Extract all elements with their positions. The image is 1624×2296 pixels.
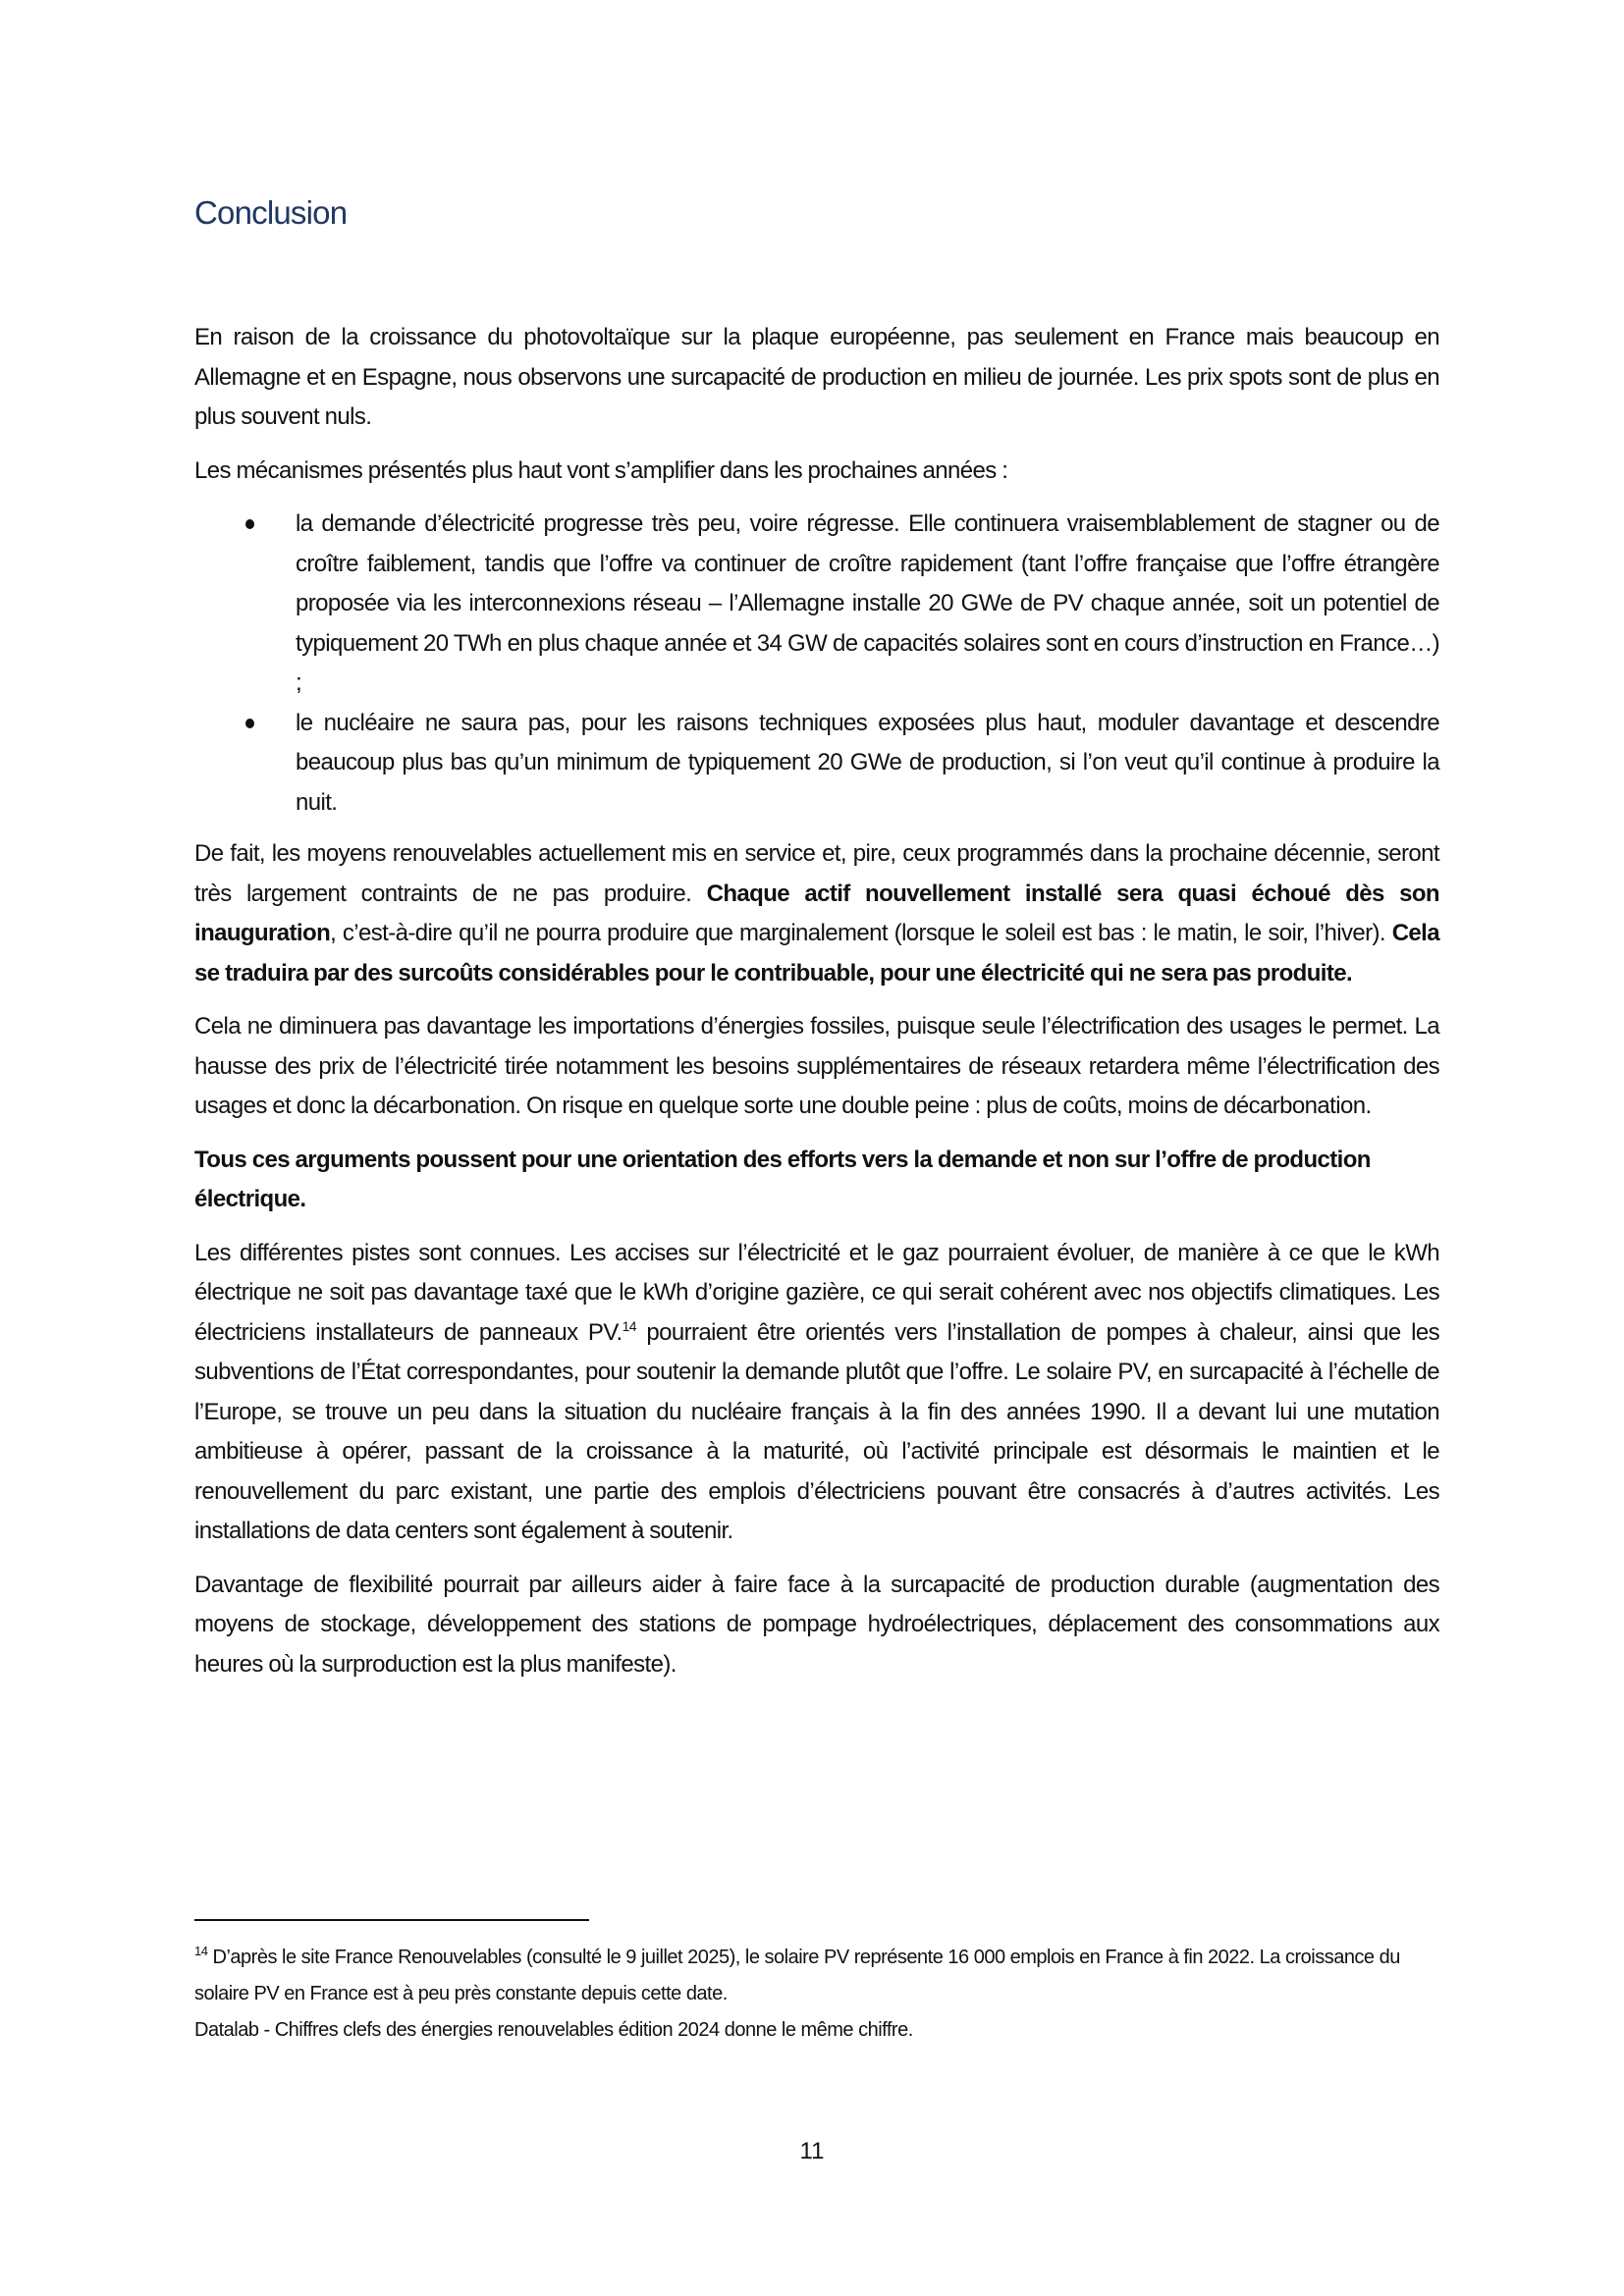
bold-text-run: Tous ces arguments poussent pour une orientation des efforts vers la demande et non sur l’offre de production électrique. <box>194 1146 1371 1212</box>
bullet-list <box>194 505 1439 823</box>
section-heading: Conclusion <box>194 194 348 231</box>
paragraph-importations: Cela ne diminuera pas davantage les importations d’énergies fossiles, puisque seule l’électrification des usages le permet. La hausse des prix de l’électricité tirée notamment les besoins supplémentaires de réseaux retardera même l’électrification des usages et donc la décarbonation. On risque en quelque sorte une double peine : plus de coûts, moins de décarbonation. <box>194 1013 1439 1119</box>
bullet-item <box>194 505 1439 704</box>
paragraph-de-fait <box>194 834 1439 993</box>
paragraph-intro: En raison de la croissance du photovoltaïque sur la plaque européenne, pas seulement en France mais beaucoup en Allemagne et en Espagne, nous observons une surcapacité de production en milieu de journée. Les prix spots sont de plus en plus souvent nuls. <box>194 324 1439 430</box>
bullet-text: la demande d’électricité progresse très peu, voire régresse. Elle continuera vraisemblablement de stagner ou de croître faiblement, tandis que l’offre va continuer de croître rapidement (tant l’offre française que l’offre étrangère proposée via les interconnexions réseau – l’Allemagne installe 20 GWe de PV chaque année, soit un potentiel de typiquement 20 TWh en plus chaque année et 34 GW de capacités solaires sont en cours d’instruction en France…) ; <box>296 510 1439 696</box>
text-run: , c’est-à-dire qu’il ne pourra produire que marginalement (lorsque le soleil est bas : le matin, le soir, l’hiver). <box>330 920 1392 946</box>
paragraph-flexibilite: Davantage de flexibilité pourrait par ailleurs aider à faire face à la surcapacité de production durable (augmentation des moyens de stockage, développement des stations de pompage hydroélectriques, déplacement des consommations aux heures où la surproduction est la plus manifeste). <box>194 1571 1439 1678</box>
body-text <box>194 318 1439 1698</box>
footnote-text: D’après le site France Renouvelables (consulté le 9 juillet 2025), le solaire PV représente 16 000 emplois en France à fin 2022. La croissance du solaire PV en France est à peu près constante depuis cette date. <box>194 1947 1400 2004</box>
text-run: Les différentes pistes sont connues. Les accises sur l’électricité et le gaz pourraient évoluer, de manière à ce que le kWh électrique ne soit pas davantage taxé que le kWh d’origine gazière, ce qui serait cohérent avec nos objectifs climatiques. Les électriciens installateurs de panneaux PV. <box>194 1239 1439 1346</box>
footnote-number: 14 <box>194 1944 208 1958</box>
text-run: De fait, les moyens renouvelables actuellement mis en service et, pire, ceux programmés dans la prochaine décennie, seront très largement contraints de ne pas produire. <box>194 840 1439 907</box>
paragraph-pistes <box>194 1234 1439 1552</box>
footnote-separator <box>194 1919 589 1921</box>
bold-text-run: Chaque actif nouvellement installé sera quasi échoué dès son inauguration <box>194 880 1439 946</box>
bullet-text: le nucléaire ne saura pas, pour les raisons techniques exposées plus haut, moduler davantage et descendre beaucoup plus bas qu’un minimum de typiquement 20 GWe de production, si l’on veut qu’il continue à produire la nuit. <box>296 709 1439 816</box>
footnote <box>194 1940 1439 2049</box>
page-number: 11 <box>799 2138 825 2164</box>
bullet-icon <box>245 519 254 529</box>
text-run: pourraient être orientés vers l’installation de pompes à chaleur, ainsi que les subventions de l’État correspondantes, pour soutenir la demande plutôt que l’offre. Le solaire PV, en surcapacité à l’échelle de l’Europe, se trouve un peu dans la situation du nucléaire français à la fin des années 1990. Il a devant lui une mutation ambitieuse à opérer, passant de la croissance à la maturité, où l’activité principale est désormais le maintien et le renouvellement du parc existant, une partie des emplois d’électriciens pouvant être consacrés à d’autres activités. Les installations de data centers sont également à soutenir. <box>194 1318 1439 1544</box>
footnote-line: Datalab - Chiffres clefs des énergies renouvelables édition 2024 donne le même chiffre. <box>194 2019 913 2041</box>
paragraph-mechanisms: Les mécanismes présentés plus haut vont s’amplifier dans les prochaines années : <box>194 456 1008 484</box>
bullet-icon <box>245 719 254 728</box>
footnote-line <box>194 1940 1439 2012</box>
footnote-reference-link[interactable]: 14 <box>622 1317 636 1334</box>
bold-text-run: Cela se traduira par des surcoûts considérables pour le contribuable, pour une électricité qui ne sera pas produite. <box>194 920 1439 987</box>
paragraph-arguments <box>194 1141 1439 1220</box>
bullet-item <box>194 704 1439 824</box>
